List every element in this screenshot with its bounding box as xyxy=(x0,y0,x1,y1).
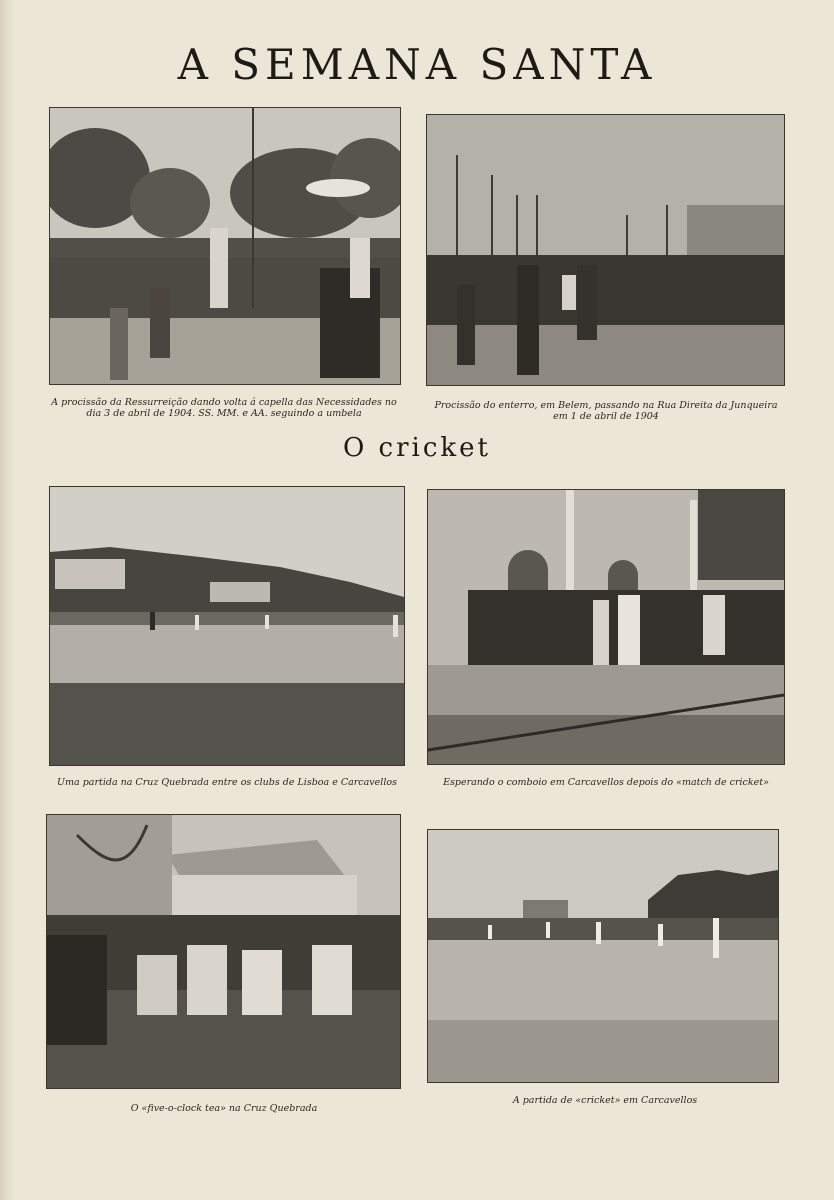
caption-comboio-carcavellos: Esperando o comboio em Carcavellos depois do «match de cricket» xyxy=(443,777,769,788)
caption-partida-cruz-quebrada: Uma partida na Cruz Quebrada entre os clubs de Lisboa e Carcavellos xyxy=(57,777,397,788)
page-title: A SEMANA SANTA xyxy=(177,40,657,89)
caption-procissao-enterro: Procissão do enterro, em Belem, passando na Rua Direita da Junqueira em 1 de abril de 1904 xyxy=(434,400,778,422)
photo-comboio-carcavellos xyxy=(428,490,784,764)
photo-five-o-clock-tea xyxy=(47,815,400,1088)
photo-procissao-enterro xyxy=(427,115,784,385)
section-title: O cricket xyxy=(342,433,492,463)
caption-five-o-clock-tea: O «five-o-clock tea» na Cruz Quebrada xyxy=(130,1103,318,1114)
caption-partida-carcavellos: A partida de «cricket» em Carcavellos xyxy=(512,1095,698,1106)
caption-procissao-ressurreicao: A procissão da Ressurreição dando volta á capella das Necessidades no dia 3 de abril de 1904. SS. MM. e AA. seguindo a umbela xyxy=(51,397,397,419)
photo-partida-carcavellos xyxy=(428,830,778,1082)
page-gutter xyxy=(0,0,14,1200)
photo-procissao-ressurreicao xyxy=(50,108,400,384)
photo-partida-cruz-quebrada xyxy=(50,487,404,765)
